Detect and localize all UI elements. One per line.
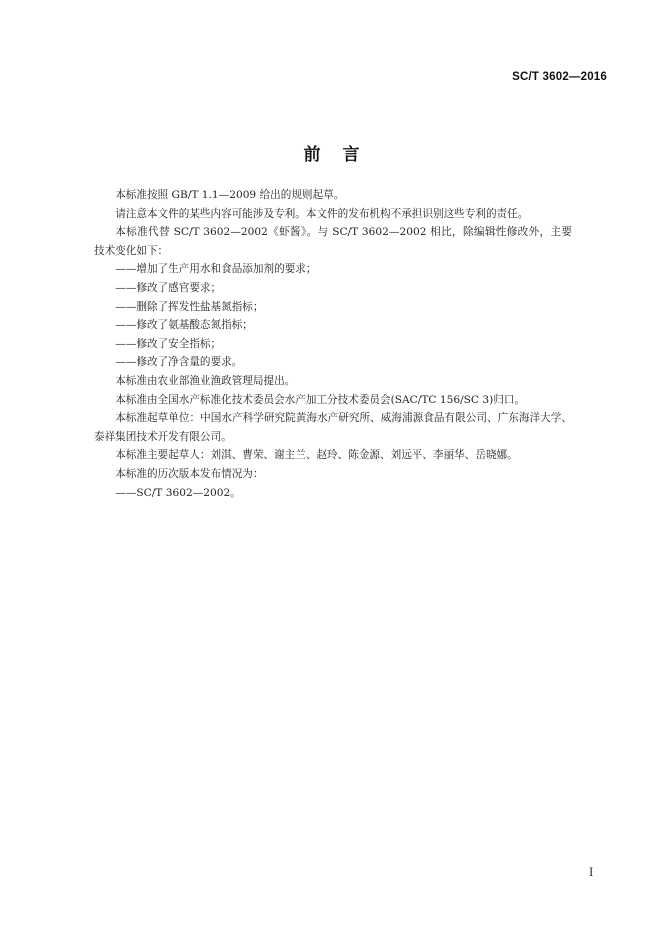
paragraph-drafting-units: 本标准起草单位：中国水产科学研究院黄海水产研究所、威海浦源食品有限公司、广东海洋大学、泰祥集团技术开发有限公司。 bbox=[94, 412, 572, 443]
change-item: ——修改了氨基酸态氮指标； bbox=[115, 319, 253, 332]
paragraph-version-history: 本标准的历次版本发布情况为： bbox=[115, 467, 264, 480]
standard-code: SC/T 3602—2016 bbox=[512, 71, 607, 83]
version-item: ——SC/T 3602—2002。 bbox=[115, 486, 241, 499]
paragraph-committee: 本标准由全国水产标准化技术委员会水产加工分技术委员会(SAC/TC 156/SC 3)归口。 bbox=[115, 393, 526, 406]
change-item: ——增加了生产用水和食品添加剂的要求； bbox=[115, 263, 317, 276]
page-title: 前言 bbox=[303, 145, 382, 165]
change-item: ——修改了安全指标； bbox=[115, 337, 222, 350]
change-item: ——删除了挥发性盐基氮指标； bbox=[115, 300, 264, 313]
page-number: I bbox=[589, 864, 594, 879]
foreword-body bbox=[94, 186, 572, 502]
paragraph-proposer: 本标准由农业部渔业渔政管理局提出。 bbox=[115, 374, 296, 387]
change-item: ——修改了净含量的要求。 bbox=[115, 356, 243, 369]
paragraph-replacement: 本标准代替 SC/T 3602—2002《虾酱》。与 SC/T 3602—2002 相比，除编辑性修改外，主要技术变化如下： bbox=[94, 226, 572, 257]
change-item: ——修改了感官要求； bbox=[115, 281, 222, 294]
paragraph-drafters: 本标准主要起草人：刘淇、曹荣、谢主兰、赵玲、陈金源、刘远平、李丽华、岳晓娜。 bbox=[115, 449, 518, 462]
paragraph-drafting-rules: 本标准按照 GB/T 1.1—2009 给出的规则起草。 bbox=[115, 189, 345, 201]
paragraph-patent-notice: 请注意本文件的某些内容可能涉及专利。本文件的发布机构不承担识别这些专利的责任。 bbox=[115, 207, 529, 220]
